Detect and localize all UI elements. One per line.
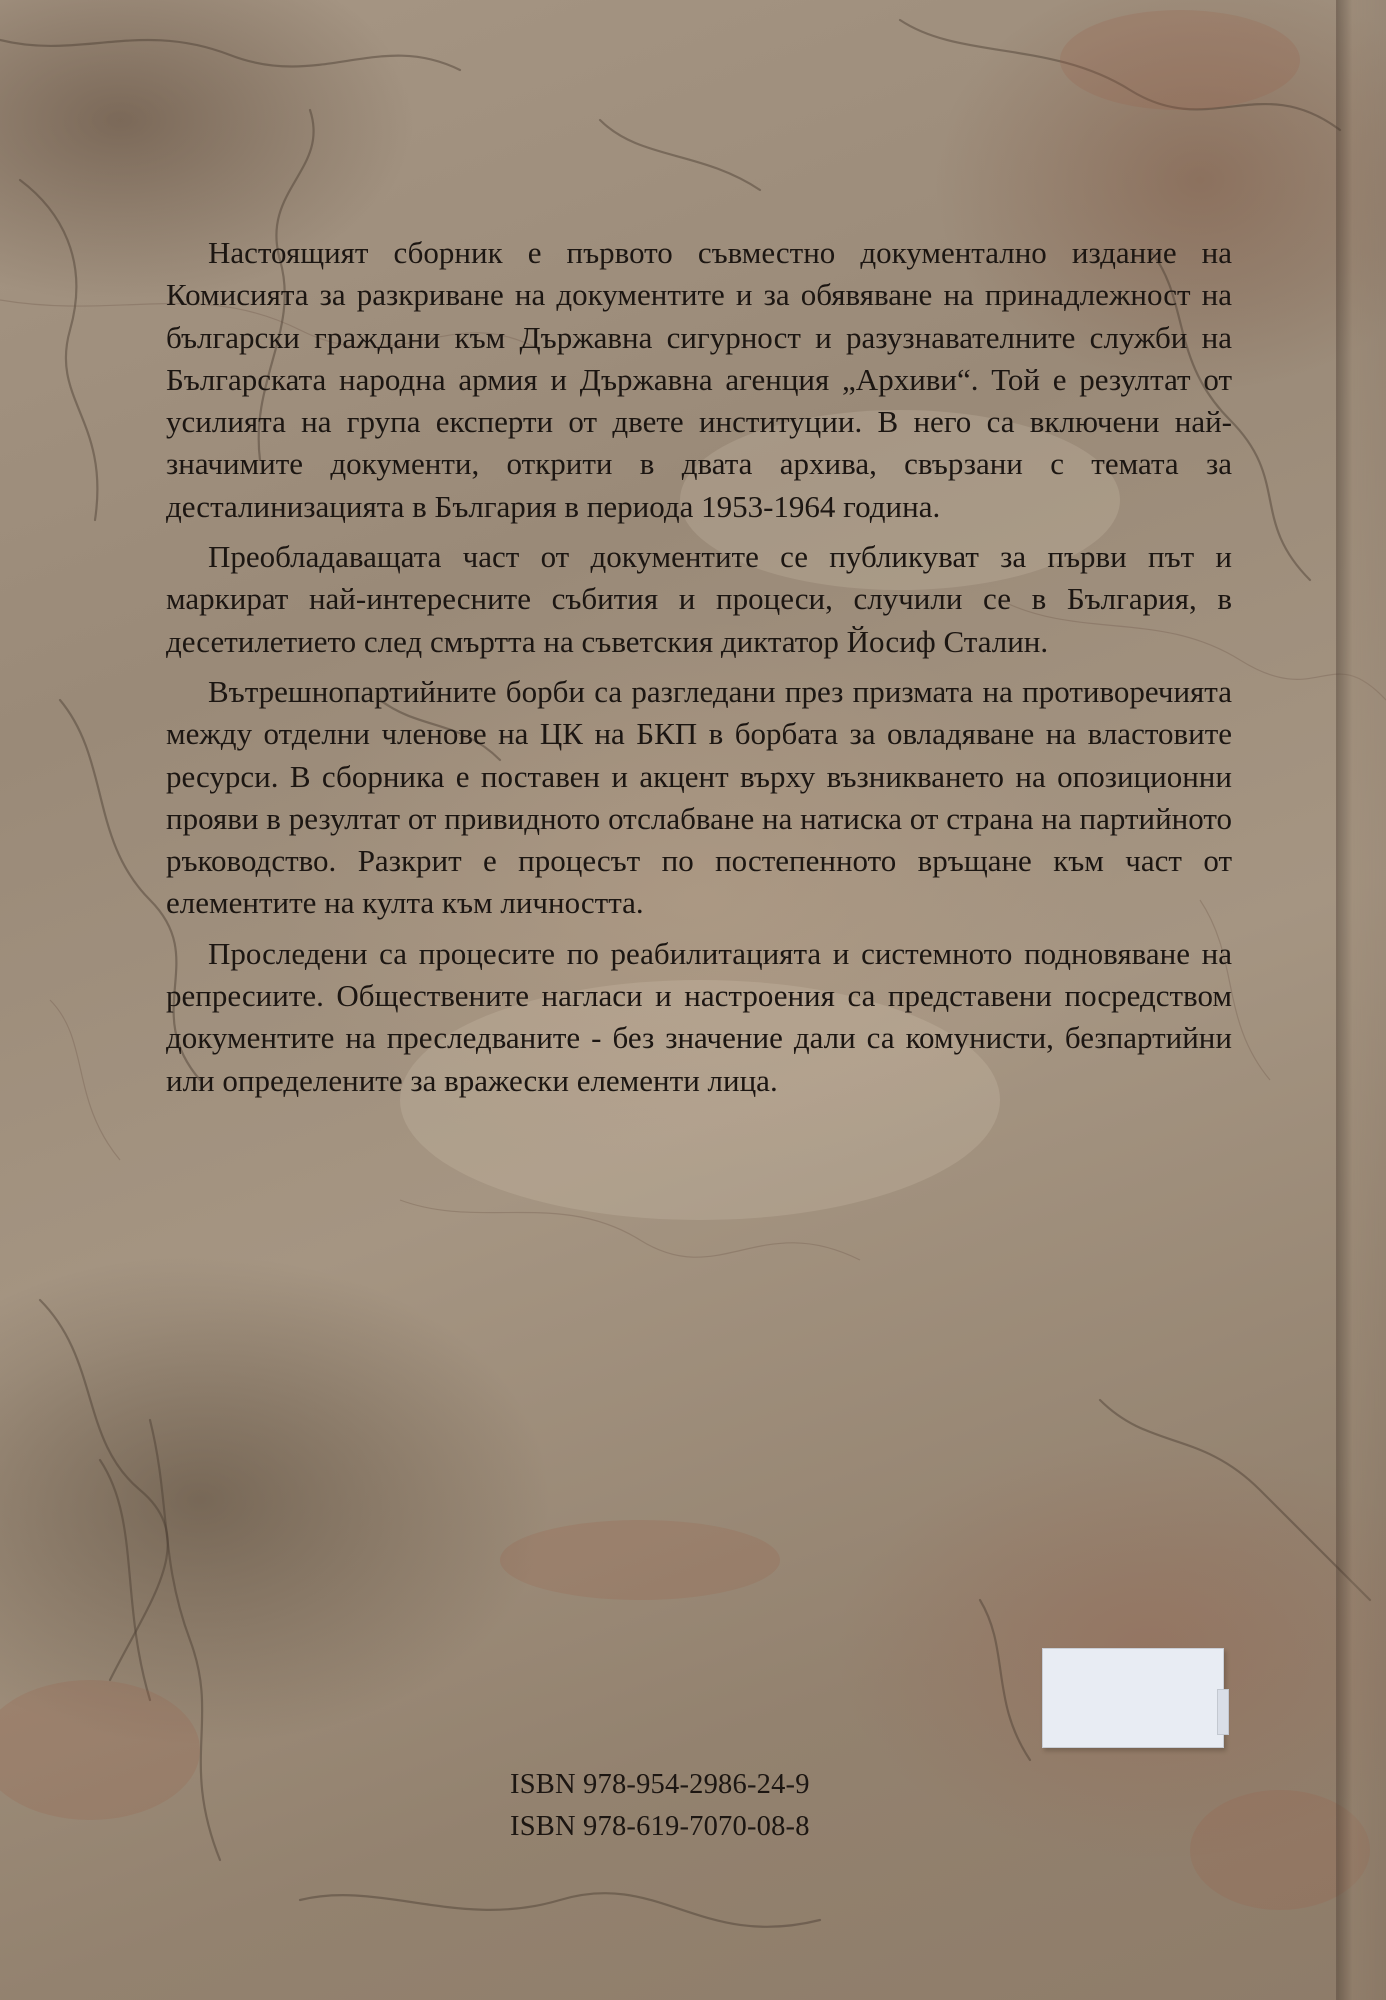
isbn-1: ISBN 978-954-2986-24-9: [510, 1769, 810, 1800]
paragraph-1: Настоящият сборник е първото съвместно документално издание на Комисията за разкриване на документите и за обявяване на принадлежност на български граждани към Държавна сигурност и разузнавателните служби на Българската народна армия и Държавна агенция „Архиви“. Той е резултат от усилията на група експерти от двете институции. В него са включени най-значимите документи, открити в двата архива, свързани с темата за десталинизацията в България в периода 1953-1964 година.: [166, 235, 1232, 524]
paragraph-3: Вътрешнопартийните борби са разгледани през призмата на противоречията между отделни членове на ЦК на БКП в борбата за овладяване на властовите ресурси. В сборника е поставен и акцент върху възникването на опозиционни прояви в резултат от привидното отслабване на натиска от страна на партийното ръководство. Разкрит е процесът по постепенното връщане към част от елементите на култа към личността.: [166, 673, 1232, 921]
isbn-block: [510, 1764, 930, 1848]
price-sticker: [1042, 1648, 1224, 1748]
isbn-2: ISBN 978-619-7070-08-8: [510, 1811, 810, 1842]
paragraph-2: Преобладаващата част от документите се публикуват за първи път и маркират най-интересните събития и процеси, случили се в България, в десетилетието след смъртта на съветския диктатор Йосиф Сталин.: [166, 539, 1232, 659]
cover-description: [166, 232, 1232, 1110]
cover-edge: [1336, 0, 1386, 2000]
sticker-fold: [1217, 1689, 1229, 1735]
paragraph-4: Проследени са процесите по реабилитацията и системното подновяване на репресиите. Обществените нагласи и настроения са представени посредством документите на преследваните - без значение дали са комунисти, безпартийни или определените за вражески елементи лица.: [166, 935, 1232, 1098]
